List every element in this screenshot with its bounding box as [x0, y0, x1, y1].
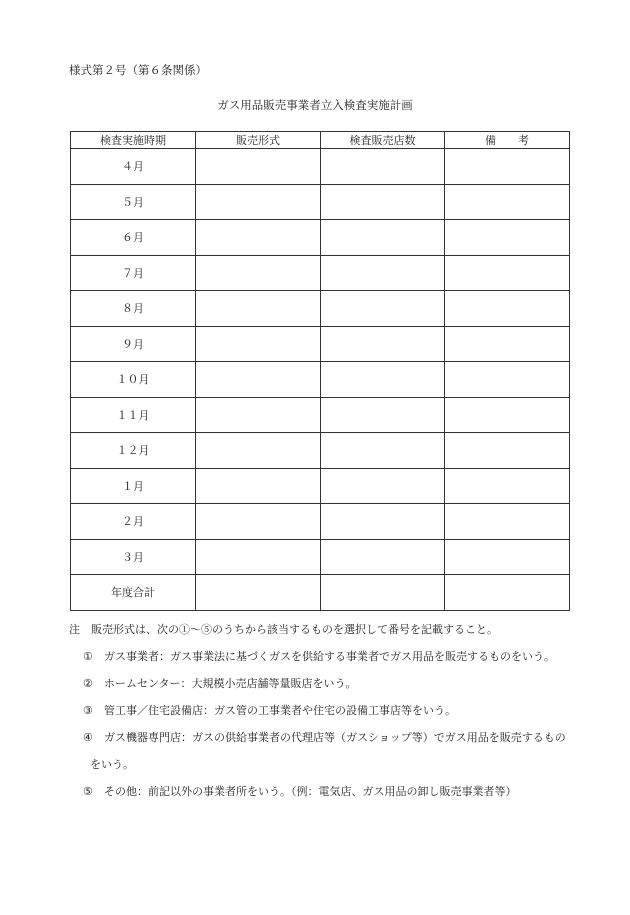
cell-remarks — [445, 220, 570, 256]
cell-remarks — [445, 291, 570, 327]
inspection-plan-table — [70, 131, 570, 611]
note-number: ① — [83, 650, 93, 663]
cell-remarks — [445, 184, 570, 220]
cell-remarks — [445, 433, 570, 469]
cell-sales-format — [196, 291, 321, 327]
cell-period: ６月 — [71, 220, 196, 256]
table-header-row — [71, 132, 570, 149]
table-row — [71, 539, 570, 575]
cell-period: ８月 — [71, 291, 196, 327]
cell-period: １２月 — [71, 433, 196, 469]
note-item-3 — [69, 704, 589, 718]
note-text: ガス事業者：ガス事業法に基づくガスを供給する事業者でガス用品を販売するものをいう。 — [104, 650, 555, 663]
cell-store-count — [321, 362, 445, 398]
header-remarks: 備 考 — [445, 132, 570, 149]
document-title: ガス用品販売事業者立入検査実施計画 — [217, 98, 413, 112]
cell-period: ３月 — [71, 539, 196, 575]
note-item-2 — [69, 677, 589, 691]
note-text: ガス機器専門店：ガスの供給事業者の代理店等（ガスショップ等）でガス用品を販売するもの — [104, 731, 566, 744]
cell-sales-format — [196, 326, 321, 362]
table-row — [71, 362, 570, 398]
note-number: ② — [83, 677, 93, 690]
note-number: ④ — [83, 731, 93, 744]
cell-sales-format — [196, 149, 321, 185]
cell-period: １１月 — [71, 397, 196, 433]
cell-store-count — [321, 184, 445, 220]
cell-period: ４月 — [71, 149, 196, 185]
cell-remarks — [445, 362, 570, 398]
cell-sales-format — [196, 468, 321, 504]
cell-store-count — [321, 326, 445, 362]
header-inspection-period: 検査実施時期 — [71, 132, 196, 149]
cell-store-count — [321, 575, 445, 611]
cell-remarks — [445, 149, 570, 185]
cell-sales-format — [196, 220, 321, 256]
cell-period: ９月 — [71, 326, 196, 362]
header-sales-format: 販売形式 — [196, 132, 321, 149]
cell-remarks — [445, 255, 570, 291]
note-number: ⑤ — [83, 785, 93, 798]
cell-sales-format — [196, 362, 321, 398]
cell-period: 年度合計 — [71, 575, 196, 611]
cell-remarks — [445, 504, 570, 540]
note-item-5 — [69, 785, 589, 799]
cell-remarks — [445, 326, 570, 362]
table-row — [71, 504, 570, 540]
cell-sales-format — [196, 539, 321, 575]
cell-store-count — [321, 255, 445, 291]
table-row — [71, 433, 570, 469]
table-row — [71, 291, 570, 327]
table-row — [71, 149, 570, 185]
cell-sales-format — [196, 184, 321, 220]
note-item-4 — [69, 731, 589, 772]
cell-remarks — [445, 539, 570, 575]
cell-sales-format — [196, 504, 321, 540]
note-item-1 — [69, 650, 589, 664]
cell-store-count — [321, 397, 445, 433]
cell-sales-format — [196, 397, 321, 433]
cell-remarks — [445, 397, 570, 433]
table-row — [71, 220, 570, 256]
cell-store-count — [321, 468, 445, 504]
cell-period: ２月 — [71, 504, 196, 540]
note-text: ホームセンター：大規模小売店舗等量販店をいう。 — [104, 677, 357, 690]
note-text: 管工事／住宅設備店：ガス管の工事業者や住宅の設備工事店等をいう。 — [104, 704, 456, 717]
cell-remarks — [445, 468, 570, 504]
cell-store-count — [321, 504, 445, 540]
note-text: その他：前記以外の事業者所をいう。（例：電気店、ガス用品の卸し販売事業者等） — [104, 785, 517, 798]
cell-period: １０月 — [71, 362, 196, 398]
cell-period: １月 — [71, 468, 196, 504]
table-row — [71, 468, 570, 504]
table-row — [71, 575, 570, 611]
cell-sales-format — [196, 255, 321, 291]
cell-remarks — [445, 575, 570, 611]
note-number: ③ — [83, 704, 93, 717]
cell-period: ７月 — [71, 255, 196, 291]
form-number: 様式第２号（第６条関係） — [69, 63, 207, 77]
table-row — [71, 326, 570, 362]
table-row — [71, 397, 570, 433]
header-store-count: 検査販売店数 — [321, 132, 445, 149]
cell-store-count — [321, 220, 445, 256]
note-text-continuation: をいう。 — [90, 758, 134, 771]
notes-section — [69, 623, 589, 812]
cell-sales-format — [196, 433, 321, 469]
cell-store-count — [321, 149, 445, 185]
table-row — [71, 255, 570, 291]
cell-store-count — [321, 539, 445, 575]
cell-store-count — [321, 433, 445, 469]
cell-store-count — [321, 291, 445, 327]
notes-heading: 注 販売形式は、次の①～⑤のうちから該当するものを選択して番号を記載すること。 — [69, 623, 498, 636]
table-row — [71, 184, 570, 220]
cell-sales-format — [196, 575, 321, 611]
cell-period: ５月 — [71, 184, 196, 220]
